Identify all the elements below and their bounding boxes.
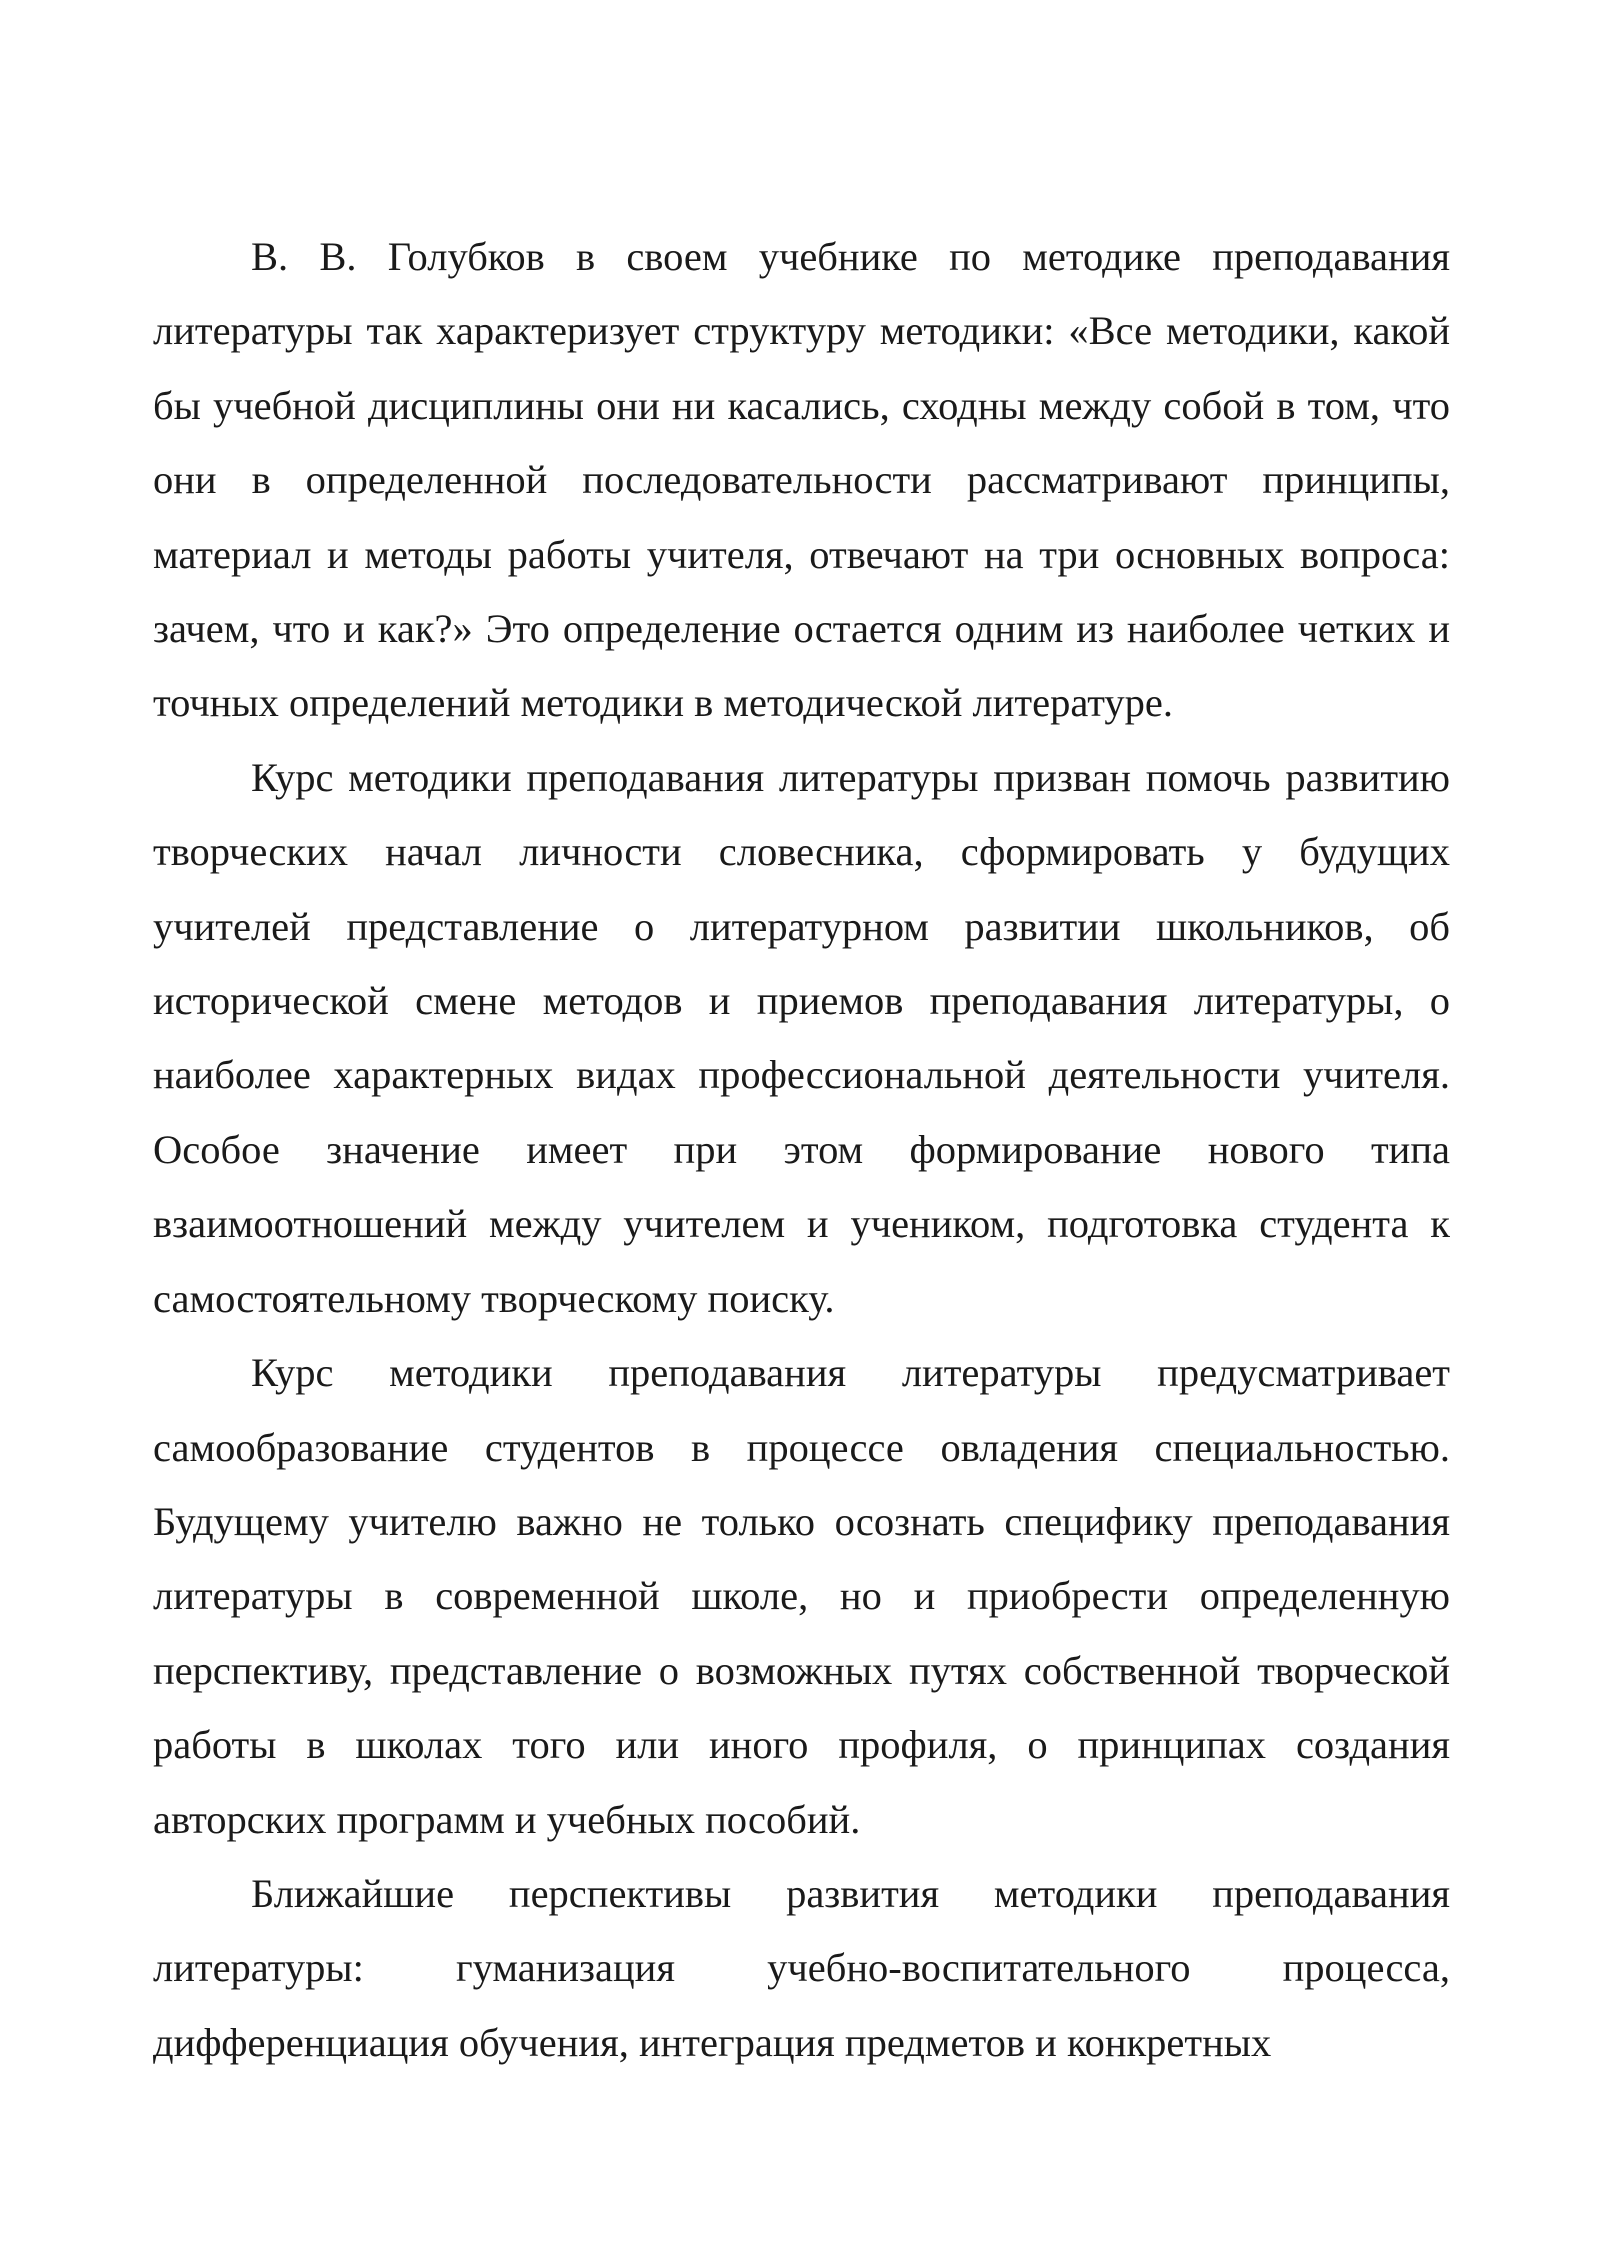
body-text — [153, 220, 1450, 2080]
paragraph-self-education: Курс методики преподавания литературы предусматривает самообразование студентов в процессе овладения специальностью. Будущему учителю важно не только осознать специфику преподавания литературы в современной школе, но и приобрести определенную перспективу, представление о возможных путях собственной творческой работы в школах того или иного профиля, о принципах создания авторских программ и учебных пособий. — [153, 1350, 1450, 1842]
paragraph-course-purpose: Курс методики преподавания литературы призван помочь развитию творческих начал личности словесника, сформировать у будущих учителей представление о литературном развитии школьников, об исторической смене методов и приемов преподавания литературы, о наиболее характерных видах профессиональной деятельности учителя. Особое значение имеет при этом формирование нового типа взаимоотношений между учителем и учеником, подготовка студента к самостоятельному творческому поиску. — [153, 754, 1450, 1321]
paragraph-golubkov-definition: В. В. Голубков в своем учебнике по методике преподавания литературы так характеризует структуру методики: «Все методики, какой бы учебной дисциплины они ни касались, сходны между собой в том, что они в определенной последовательности рассматривают принципы, материал и методы работы учителя, отвечают на три основных вопроса: зачем, что и как?» Это определение остается одним из наиболее четких и точных определений методики в методической литературе. — [153, 234, 1450, 726]
paragraph-perspectives: Ближайшие перспективы развития методики преподавания литературы: гуманизация учебно-воспитательного процесса, дифференциация обучения, интеграция предметов и конкретных — [153, 1870, 1450, 2065]
